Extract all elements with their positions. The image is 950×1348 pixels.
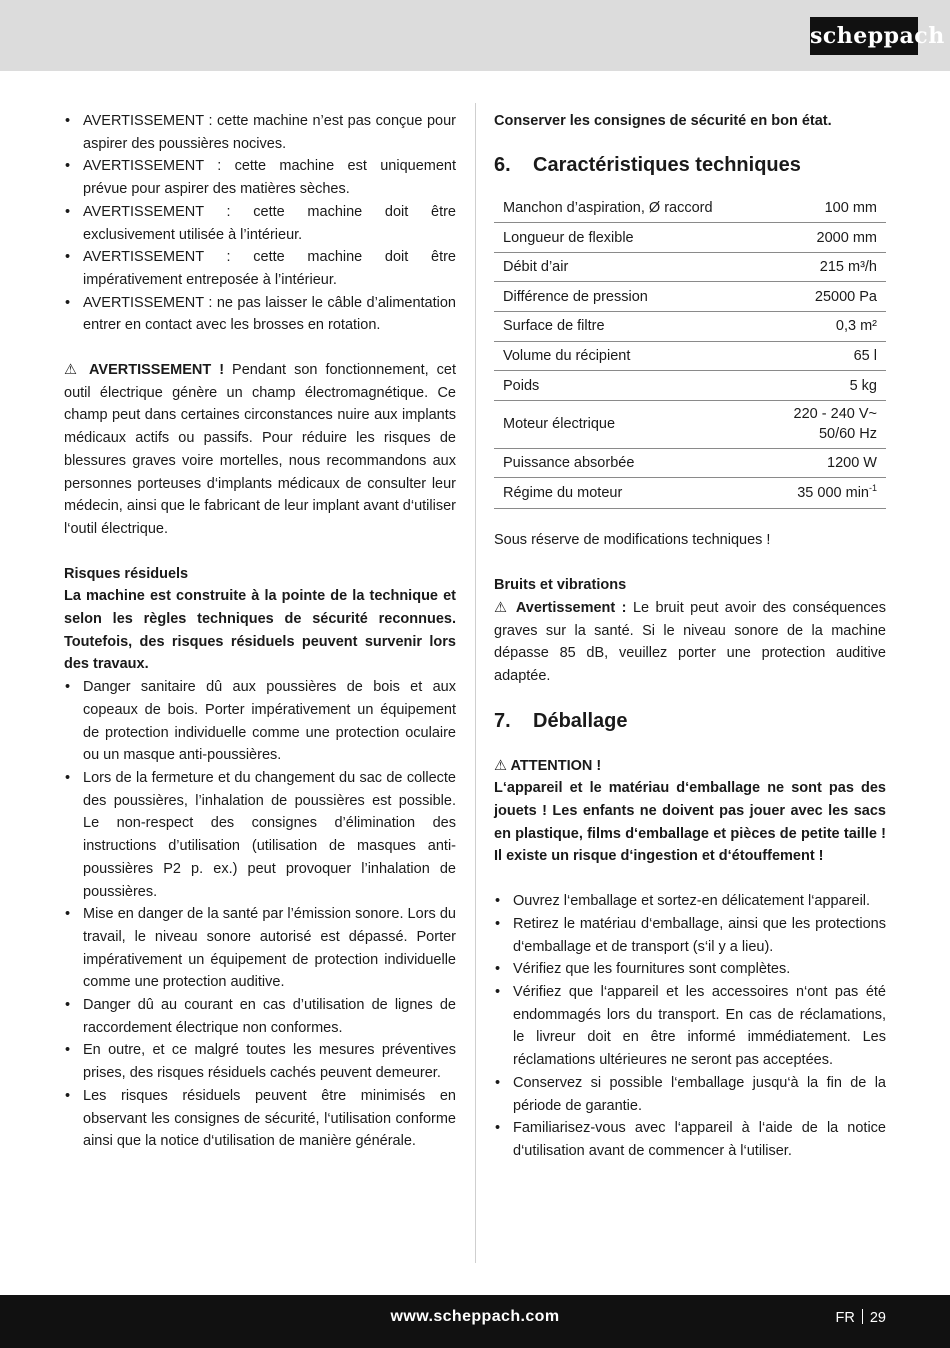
list-item: • AVERTISSEMENT : cette machine est uniquement prévue pour aspirer des matières sèches. [64,155,456,200]
header-band [0,0,950,71]
section-6-heading [494,152,886,178]
em-warning-label: AVERTISSEMENT ! [89,362,225,379]
keep-note: Conserver les consignes de sécurité en bon état. [494,113,832,129]
brand-logo: scheppach [810,17,918,55]
noise-heading: Bruits et vibrations [494,577,627,594]
unpacking-list [494,890,886,1162]
table-row [494,448,886,478]
noise-label: Avertissement : [515,599,627,616]
spec-label: Longueur de flexible [494,223,765,253]
spec-value: 0,3 m² [765,312,886,342]
warning-triangle-icon: ⚠ [494,757,507,774]
spec-value: 65 l [765,341,886,371]
residual-heading: Risques résiduels [64,565,189,582]
table-row [494,252,886,282]
spec-value: 5 kg [765,371,886,401]
attention-text: L‘appareil et le matériau d‘emballage ne sont pas des jouets ! Les enfants ne doivent pas jouer avec les sacs en plastique, films d‘emballage et pièces de petite taille ! Il existe un risque d‘ingestion et d‘étouffement ! [494,780,886,865]
page-separator [862,1309,863,1324]
list-item: • Danger dû au courant en cas d’utilisation de lignes de raccordement électrique non conformes. [64,994,456,1039]
list-item: • AVERTISSEMENT : ne pas laisser le câble d’alimentation entrer en contact avec les brosses en rotation. [64,292,456,337]
spec-value: 25000 Pa [765,282,886,312]
spec-label: Débit d’air [494,252,765,282]
specs-table [494,194,886,510]
table-row [494,371,886,401]
list-item: • Les risques résiduels peuvent être minimisés en observant les consignes de sécurité, l‘utilisation conforme ainsi que la notice d‘utilisation de manière générale. [64,1085,456,1153]
attention-heading [494,755,886,778]
table-row [494,341,886,371]
section-number: 6. [494,153,511,176]
footer-url: www.scheppach.com [390,1308,560,1325]
table-row [494,312,886,342]
reserve-note: Sous réserve de modifications techniques ! [494,532,771,549]
noise-paragraph [494,597,886,688]
list-item: • Vérifiez que l‘appareil et les accessoires n‘ont pas été endommagés lors du transport. En cas de réclamations, le livreur doit en être informé immédiatement. Les réclamations ultérieures ne seront pas acceptées. [494,981,886,1072]
section-title: Déballage [533,709,628,732]
spec-label: Surface de filtre [494,312,765,342]
list-item: • AVERTISSEMENT : cette machine doit être impérativement entreposée à l’intérieur. [64,246,456,291]
list-item: • Conservez si possible l‘emballage jusqu‘à la fin de la période de garantie. [494,1072,886,1117]
section-number: 7. [494,709,511,732]
spec-value: 215 m³/h [765,252,886,282]
residual-list [64,676,456,1153]
list-item: • AVERTISSEMENT : cette machine n’est pas conçue pour aspirer des poussières nocives. [64,110,456,155]
section-title: Caractéristiques techniques [533,153,801,176]
left-column [64,110,456,1153]
list-item: • En outre, et ce malgré toutes les mesures préventives prises, des risques résiduels cachés peuvent demeurer. [64,1039,456,1084]
spec-label: Volume du récipient [494,341,765,371]
attention-label: ATTENTION ! [510,757,602,774]
em-warning-paragraph [64,359,456,541]
spec-label: Moteur électrique [494,400,765,448]
spec-label: Différence de pression [494,282,765,312]
table-row [494,223,886,253]
list-item: • Familiarisez-vous avec l‘appareil à l‘aide de la notice d‘utilisation avant de commencer à l‘utiliser. [494,1117,886,1162]
section-7-heading [494,708,886,734]
list-item: • AVERTISSEMENT : cette machine doit être exclusivement utilisée à l’intérieur. [64,201,456,246]
residual-intro: La machine est construite à la pointe de la technique et selon les règles techniques de sécurité reconnues. Toutefois, des risques résiduels peuvent survenir lors des travaux. [64,588,456,673]
table-row [494,478,886,509]
right-column [494,110,886,1163]
spec-value: 100 mm [765,194,886,223]
table-row [494,282,886,312]
spec-value-main: 35 000 min [797,485,869,502]
spec-value [765,400,886,448]
language-code: FR [835,1310,855,1326]
list-item: • Ouvrez l‘emballage et sortez-en délicatement l‘appareil. [494,890,886,913]
noise-text: Le bruit peut avoir des conséquences graves sur la santé. Si le niveau sonore de la machine dépasse 85 dB, veuillez porter une protection auditive adaptée. [494,599,886,684]
spec-value-line: 220 - 240 V~ [793,406,877,423]
list-item: • Danger sanitaire dû aux poussières de bois et aux copeaux de bois. Porter impérativement un équipement de protection individuelle comme une protection oculaire ou un masque anti-poussières. [64,676,456,767]
list-item: • Vérifiez que les fournitures sont complètes. [494,958,886,981]
spec-value [765,478,886,509]
spec-value-exponent: -1 [868,483,877,494]
list-item: • Lors de la fermeture et du changement du sac de collecte des poussières, l’inhalation de poussières est possible. Le non-respect des consignes d’élimination des instructions d’utilisation (utilisation de masques anti-poussières P2 p. ex.) peut provoquer l’inhalation de poussières. [64,767,456,903]
spec-value: 2000 mm [765,223,886,253]
warning-triangle-icon: ⚠ [494,599,510,616]
spec-label: Puissance absorbée [494,448,765,478]
warning-triangle-icon: ⚠ [64,362,81,379]
spec-value-line: 50/60 Hz [818,426,877,443]
page-indicator [836,1309,886,1326]
column-divider [475,103,476,1263]
warnings-list [64,110,456,337]
list-item: • Mise en danger de la santé par l’émission sonore. Lors du travail, le niveau sonore autorisé est dépassé. Porter impérativement un équipement de protection individuelle comme une protection auditive. [64,903,456,994]
page-number: 29 [869,1310,886,1326]
table-row [494,194,886,223]
spec-label: Régime du moteur [494,478,765,509]
spec-value: 1200 W [765,448,886,478]
spec-label: Manchon d’aspiration, Ø raccord [494,194,765,223]
em-warning-text: Pendant son fonctionnement, cet outil électrique génère un champ électromagnétique. Ce champ peut dans certaines circonstances nuire aux implants médicaux actifs ou passifs. Pour réduire les risques de blessures graves voire mortelles, nous recommandons aux personnes porteuses d‘implants médicaux de consulter leur médecin, ainsi que le fabricant de leur implant avant d‘utiliser l‘outil électrique. [64,362,456,537]
spec-label: Poids [494,371,765,401]
table-row [494,400,886,448]
list-item: • Retirez le matériau d‘emballage, ainsi que les protections d‘emballage et de transport (s‘il y a lieu). [494,913,886,958]
